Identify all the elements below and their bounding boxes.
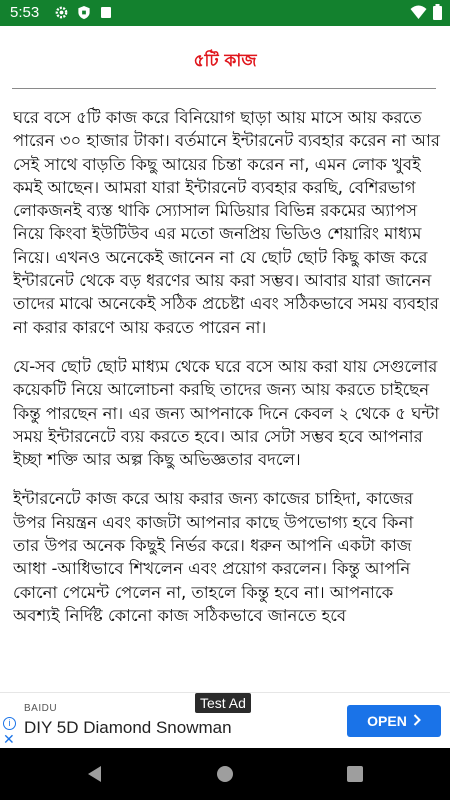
navigation-bar bbox=[0, 748, 450, 800]
notification-icon bbox=[99, 5, 113, 24]
ad-headline[interactable]: DIY 5D Diamond Snowman bbox=[24, 718, 232, 737]
ad-open-button[interactable] bbox=[347, 705, 441, 737]
chevron-right-icon bbox=[413, 713, 421, 729]
status-time: 5:53 bbox=[10, 4, 40, 21]
ad-banner[interactable] bbox=[0, 692, 450, 749]
article-title: ৫টি কাজ bbox=[193, 51, 257, 71]
ad-open-label: OPEN bbox=[367, 713, 407, 729]
article-body bbox=[13, 106, 441, 690]
wifi-icon bbox=[410, 5, 427, 24]
home-icon[interactable] bbox=[215, 764, 235, 784]
shield-icon bbox=[77, 5, 91, 24]
recents-icon[interactable] bbox=[345, 764, 365, 784]
article-paragraph: যে-সব ছোট ছোট মাধ্যম থেকে ঘরে বসে আয় করা যায় সেগুলোর কয়েকটি নিয়ে আলোচনা করছি তাদের জন্য আয় করতে চাইছেন কিন্তু পারছেন না। এর জন্য আপনাকে দিনে কেবল ২ থেকে ৫ ঘন্টা সময় ইন্টারনেটে ব্যয় করতে হবে। আর সেটা সম্ভব হবে আপনার ইচ্ছা শক্তি আর অল্প কিছু অভিজ্ঞতার বদলে। bbox=[13, 356, 440, 470]
test-ad-badge: Test Ad bbox=[195, 693, 251, 713]
ad-close-icon[interactable]: ✕ bbox=[3, 731, 15, 747]
ad-info-icon[interactable]: i bbox=[3, 717, 16, 730]
back-icon[interactable] bbox=[85, 764, 105, 784]
ad-advertiser: BAIDU bbox=[24, 703, 58, 714]
status-bar bbox=[0, 0, 450, 26]
title-divider bbox=[12, 88, 436, 89]
article-paragraph: ঘরে বসে ৫টি কাজ করে বিনিয়োগ ছাড়া আয় মাসে আয় করতে পারেন ৩০ হাজার টাকা। বর্তমানে ইন্টারনেট ব্যবহার করেন না আর সেই সাথে বাড়তি কিছু আয়ের চিন্তা করেন না, এমন লোক খুবই কমই আছেন। আমরা যারা ইন্টারনেট ব্যবহার করছি, বেশিরভাগ লোকজনই ব্যস্ত থাকি স্যোসাল মিডিয়ার বিভিন্ন রকমের অ্যাপস নিয়ে কিংবা ইউটিউব এর মতো জনপ্রিয় ভিডিও শেয়ারিং মাধ্যম নিয়ে। এখনও অনেকেই জানেন না যে ছোট ছোট কিছু কাজ করে ইন্টারনেট থেকে বড় ধরণের আয় করা সম্ভব। আবার যারা জানেন তাদের মাঝে অনেকেই সঠিক প্রচেষ্টা এবং সঠিকভাবে সময় ব্যবহার না করার কারণে আয় করতে পারেন না। bbox=[13, 108, 440, 337]
article-paragraph: ইন্টারনেটে কাজ করে আয় করার জন্য কাজের চাহিদা, কাজের উপর নিয়ন্ত্রন এবং কাজটা আপনার কাছে উপভোগ্য হবে কিনা তার উপর অনেক কিছুই নির্ভর করে। ধরুন আপনি একটা কাজ আধা -আধিভাবে শিখলেন এবং প্রয়োগ করলেন। কিন্তু আপনি কোনো পেমেন্ট পেলেন না, তাহলে কিন্তু হবে না। আপনাকে অবশ্যই নির্দিষ্ট কোনো কাজ সঠিকভাবে জানতে হবে bbox=[13, 489, 414, 625]
battery-icon bbox=[433, 4, 442, 24]
gear-icon bbox=[54, 5, 69, 24]
